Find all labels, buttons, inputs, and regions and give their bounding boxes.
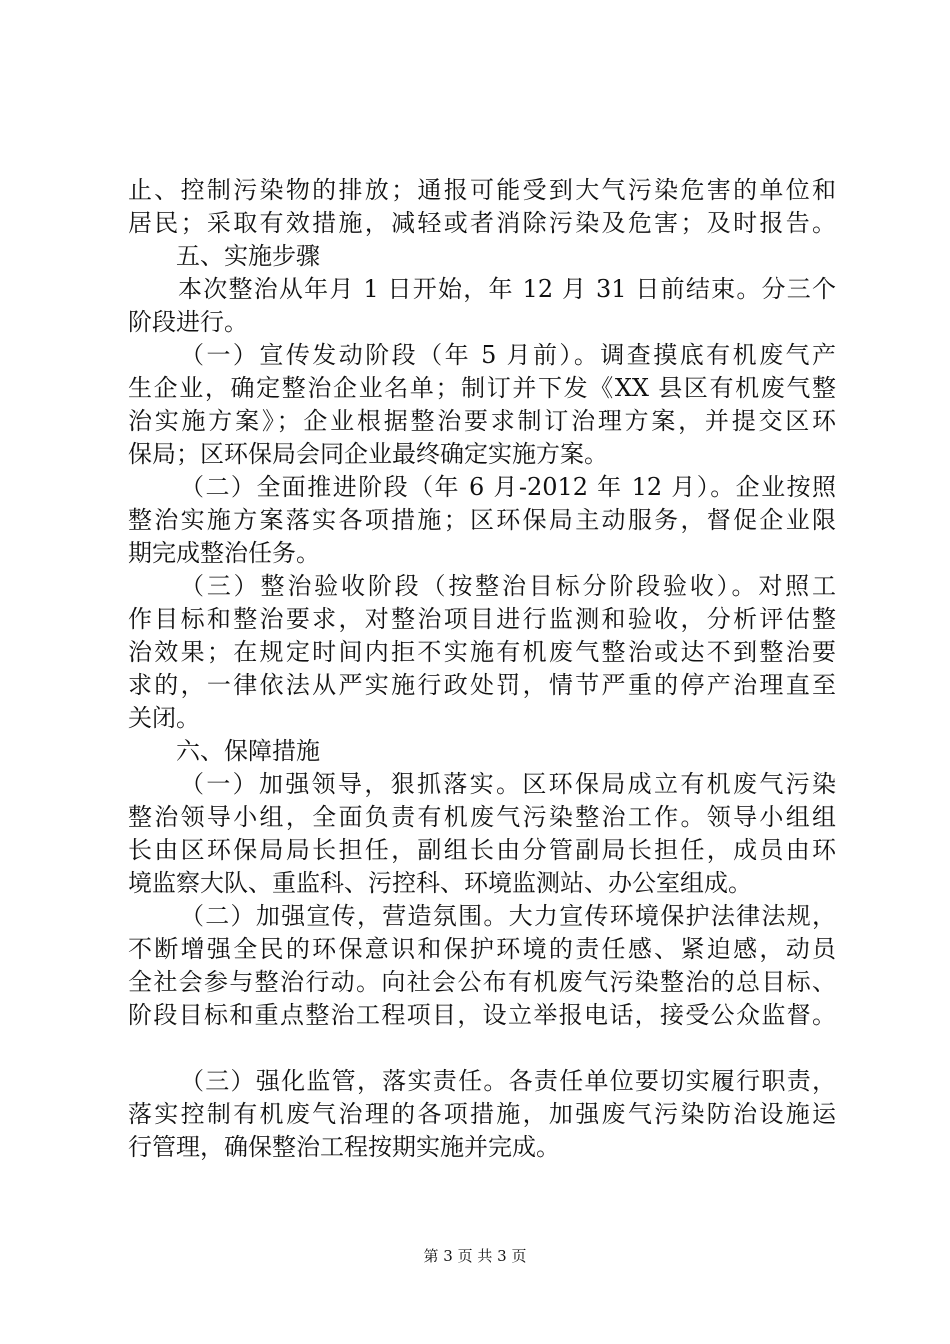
page-footer: 第 3 页 共 3 页 [423, 1247, 527, 1265]
text-line: （一）宣传发动阶段（年 5 月前）。调查摸底有机废气产 [180, 341, 836, 369]
text-line: 保局；区环保局会同企业最终确定实施方案。 [128, 440, 608, 468]
text-line: 止、控制污染物的排放；通报可能受到大气污染危害的单位和 [128, 176, 836, 204]
text-line: 阶段进行。 [128, 308, 248, 336]
text-line: （二）全面推进阶段（年 6 月-2012 年 12 月）。企业按照 [180, 473, 836, 501]
text-line: 居民；采取有效措施，减轻或者消除污染及危害；及时报告。 [128, 209, 836, 237]
text-line: （二）加强宣传，营造氛围。大力宣传环境保护法律法规， [180, 902, 836, 930]
text-line: 作目标和整治要求，对整治项目进行监测和验收，分析评估整 [128, 605, 836, 633]
blank-line [128, 1032, 836, 1065]
text-line: （三）整治验收阶段（按整治目标分阶段验收）。对照工 [180, 572, 836, 600]
text-line: 落实控制有机废气治理的各项措施，加强废气污染防治设施运 [128, 1100, 836, 1128]
text-line: 不断增强全民的环保意识和保护环境的责任感、紧迫感，动员 [128, 935, 836, 963]
text-line: 本次整治从年月 1 日开始，年 12 月 31 日前结束。分三个 [178, 275, 836, 303]
text-line: 生企业，确定整治企业名单；制订并下发《XX 县区有机废气整 [128, 374, 836, 402]
text-line: 整治实施方案落实各项措施；区环保局主动服务，督促企业限 [128, 506, 836, 534]
text-line: 关闭。 [128, 704, 200, 732]
text-line: 治效果；在规定时间内拒不实施有机废气整治或达不到整治要 [128, 638, 836, 666]
text-line: 求的，一律依法从严实施行政处罚，情节严重的停产治理直至 [128, 671, 836, 699]
document-body [128, 174, 836, 1164]
text-line: 六、保障措施 [176, 737, 320, 765]
text-line: 境监察大队、重监科、污控科、环境监测站、办公室组成。 [128, 869, 752, 897]
text-line: 五、实施步骤 [176, 242, 320, 270]
text-line: 治实施方案》；企业根据整治要求制订治理方案，并提交区环 [128, 407, 836, 435]
text-line: 整治领导小组，全面负责有机废气污染整治工作。领导小组组 [128, 803, 836, 831]
text-line: 阶段目标和重点整治工程项目，设立举报电话，接受公众监督。 [128, 1001, 836, 1029]
text-line: 全社会参与整治行动。向社会公布有机废气污染整治的总目标、 [128, 968, 836, 996]
text-line: （三）强化监管，落实责任。各责任单位要切实履行职责， [180, 1067, 836, 1095]
text-line: 长由区环保局局长担任，副组长由分管副局长担任，成员由环 [128, 836, 836, 864]
text-line: 行管理，确保整治工程按期实施并完成。 [128, 1133, 560, 1161]
text-line: （一）加强领导，狠抓落实。区环保局成立有机废气污染 [180, 770, 836, 798]
text-line: 期完成整治任务。 [128, 539, 320, 567]
